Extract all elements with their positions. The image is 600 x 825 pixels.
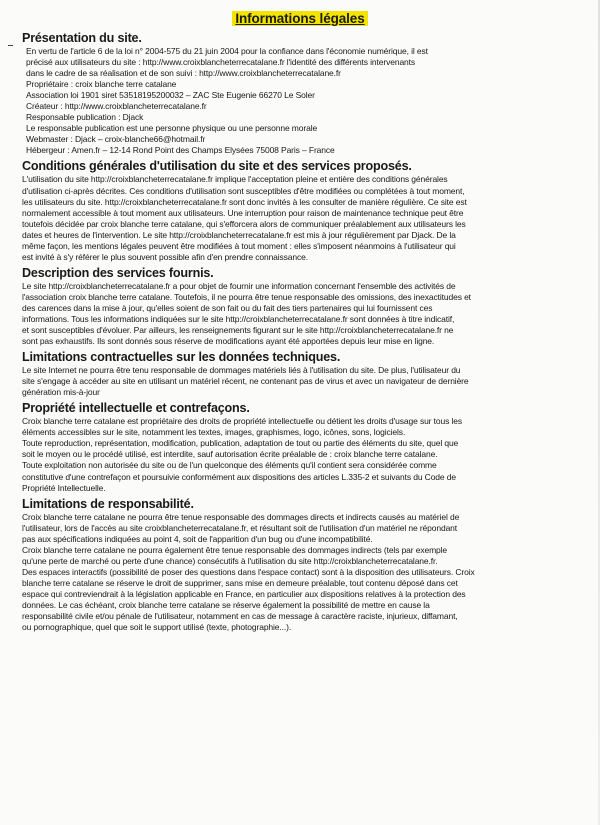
text-line: Webmaster : Djack – croix-blanche66@hotmail.fr: [26, 134, 206, 145]
text-line: blanche terre catalane se réserve le droit de supprimer, sans mise en demeure préalable, tout contenu déposé dans cet: [22, 577, 458, 588]
text-line: des carences dans la mise à jour, qu'elles soient de son fait ou du fait des tiers partenaires qui lui fournissent ces: [22, 302, 433, 313]
text-line: informations. Tous les informations indiquées sur le site http://croixblancheterrecatalane.fr sont données à titre indicatif,: [22, 313, 455, 324]
text-line: espace qui contreviendrait à la législation applicable en France, en particulier aux dispositions relatives à la protection des: [22, 588, 466, 599]
text-line: Le site Internet ne pourra être tenu responsable de dommages matériels liés à l'utilisation du site. De plus, l'utilisateur du: [22, 365, 461, 376]
section-heading: Limitations contractuelles sur les données techniques.: [22, 350, 341, 365]
text-line: toutefois décidée par croix blanche terre catalane, qui s'efforcera alors de communiquer préalablement aux utilisateurs les: [22, 218, 466, 229]
text-line: Croix blanche terre catalane ne pourra être tenue responsable des dommages directs et indirects causés au matériel de: [22, 511, 460, 522]
text-line: dates et heures de l'intervention. Le site http://croixblancheterrecatalane.fr est mis à jour régulièrement par Djack. De la: [22, 229, 456, 240]
text-line: sont pas exhaustifs. Ils sont donnés sous réserve de modifications ayant été apportées depuis leur mise en ligne.: [22, 336, 435, 347]
text-line: constitutive d'une contrefaçon et poursuivie conformément aux dispositions des articles L.335-2 et suivants du Code de: [22, 471, 456, 482]
section-1: [22, 158, 578, 262]
section-heading: Limitations de responsabilité.: [22, 496, 194, 511]
text-line: précisé aux utilisateurs du site : http://www.croixblancheterrecatalane.fr l'identité des différents intervenants: [26, 57, 416, 68]
section-heading: Présentation du site.: [22, 31, 142, 45]
text-line: les utilisateurs du site. http://croixblancheterrecatalane.fr sont donc invités à les consulter de manière régulière. Ce site est: [22, 196, 467, 207]
text-line: En vertu de l'article 6 de la loi n° 2004-575 du 21 juin 2004 pour la confiance dans l'économie numérique, il est: [26, 46, 428, 56]
scan-mark: [8, 45, 13, 46]
section-0: [22, 30, 578, 156]
section-5: [22, 496, 578, 634]
text-line: et sont susceptibles d'évoluer. Par ailleurs, les renseignements figurant sur le site http://croixblancheterrecatalane.fr ne: [22, 325, 454, 336]
text-line: données. Le cas échéant, croix blanche terre catalane se réserve également la possibilité de mettre en cause la: [22, 599, 430, 610]
text-line: Propriétaire : croix blanche terre catalane: [26, 79, 177, 90]
section-4: [22, 400, 578, 493]
text-line: Responsable publication : Djack: [26, 112, 144, 123]
text-line: même façon, les mentions légales peuvent être modifiées à tout moment : elles s'imposent néanmoins à l'utilisateur qui: [22, 240, 456, 251]
text-line: L'utilisation du site http://croixblancheterrecatalane.fr implique l'acceptation pleine et entière des conditions générales: [22, 174, 448, 185]
section-heading: Description des services fournis.: [22, 265, 214, 280]
text-line: l'association croix blanche terre catalane. Toutefois, il ne pourra être tenue responsable des omissions, des inexactitudes et: [22, 291, 471, 302]
text-line: soit le moyen ou le procédé utilisé, est interdite, sauf autorisation écrite préalable de : croix blanche terre catalane.: [22, 449, 438, 460]
sections-container: [22, 30, 578, 633]
text-line: génération mis-à-jour: [22, 387, 100, 398]
text-line: Toute exploitation non autorisée du site ou de l'un quelconque des éléments qu'il contient sera considérée comme: [22, 460, 437, 471]
title-wrap: [22, 10, 578, 28]
text-line: pas aux spécifications indiquées au point 4, soit de l'apparition d'un bug ou d'une incompatibilité.: [22, 533, 373, 544]
text-line: Association loi 1901 siret 53518195200032 – ZAC Ste Eugenie 66270 Le Soler: [26, 90, 315, 101]
text-line: normalement accessible à tout moment aux utilisateurs. Une interruption pour raison de maintenance technique peut être: [22, 207, 464, 218]
text-line: site s'engage à accéder au site en utilisant un matériel récent, ne contenant pas de virus et avec un navigateur de dernière: [22, 376, 469, 387]
text-line: responsabilité civile et/ou pénale de l'utilisateur, notamment en cas de message à caractère raciste, injurieux, diffamant,: [22, 611, 458, 622]
text-line: Le site http://croixblancheterrecatalane.fr a pour objet de fournir une information concernant l'ensemble des activités de: [22, 280, 456, 291]
document-title: Informations légales: [232, 11, 367, 26]
text-line: Des espaces interactifs (possibilité de poser des questions dans l'espace contact) sont à la disposition des utilisateurs. Croix: [22, 566, 475, 577]
text-line: Créateur : http://www.croixblancheterrecatalane.fr: [26, 101, 207, 112]
text-line: d'utilisation ci-après décrites. Ces conditions d'utilisation sont susceptibles d'être modifiées ou complétées à tout moment,: [22, 185, 465, 196]
text-line: Le responsable publication est une personne physique ou une personne morale: [26, 123, 318, 134]
text-line: ou pornographique, quel que soit le support utilisé (texte, photographie...).: [22, 622, 292, 633]
section-heading: Propriété intellectuelle et contrefaçons.: [22, 401, 250, 416]
text-line: Hébergeur : Amen.fr – 12-14 Rond Point des Champs Elysées 75008 Paris – France: [26, 145, 335, 156]
section-heading: Conditions générales d'utilisation du site et des services proposés.: [22, 159, 412, 174]
text-line: l'utilisateur, lors de l'accès au site croixblancheterrecatalane.fr, et résultant soit de l'utilisation d'un matériel ne répondant: [22, 522, 458, 533]
text-line: Croix blanche terre catalane ne pourra également être tenue responsable des dommages indirects (tels par exemple: [22, 544, 448, 555]
text-line: dans le cadre de sa réalisation et de son suivi : http://www.croixblancheterrecatalane.fr: [26, 68, 341, 79]
text-line: qu'une perte de marché ou perte d'une chance) consécutifs à l'utilisation du site http://croixblancheterrecatalane.fr.: [22, 555, 438, 566]
section-3: [22, 349, 578, 398]
text-line: Croix blanche terre catalane est propriétaire des droits de propriété intellectuelle ou détient les droits d'usage sur tous les: [22, 416, 462, 427]
text-line: éléments accessibles sur le site, notamment les textes, images, graphismes, logo, icônes, sons, logiciels.: [22, 427, 406, 438]
text-line: est invité à s'y référer le plus souvent possible afin d'en prendre connaissance.: [22, 251, 308, 262]
section-2: [22, 265, 578, 347]
text-line: Toute reproduction, représentation, modification, publication, adaptation de tout ou partie des éléments du site, quel que: [22, 438, 459, 449]
text-line: Propriété Intellectuelle.: [22, 482, 106, 493]
